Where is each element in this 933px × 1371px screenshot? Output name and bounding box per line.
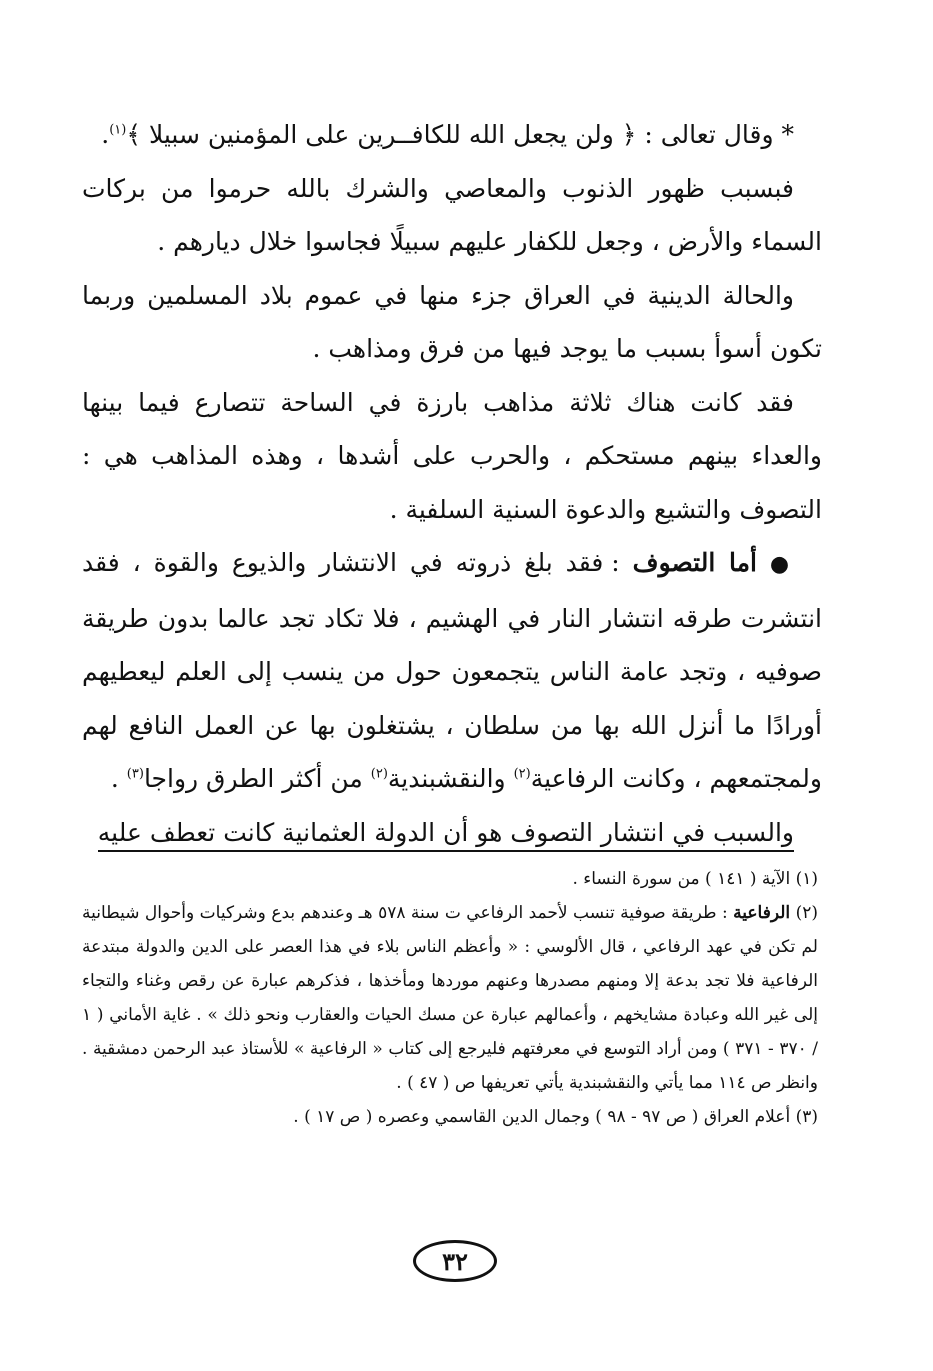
footnote-1: (١) الآية ( ١٤١ ) من سورة النساء . (572, 869, 818, 889)
footnote-ref: (١) (109, 122, 127, 138)
footnote-text: : طريقة صوفية تنسب لأحمد الرفاعي ت سنة ٥٧٨ هـ وعندهم بدع وشركيات وأحوال شيطانية لم تكن في عهد الرفاعي ، قال الألوسي : « وأعظم الناس بلاء في هذا العصر على الدين والدولة مبتدعة الرفاعية فلا تجد بدعة إلا ومنهم مصدرها وعنهم موردها ومأخذها ، فذكرهم عبارة عن رقص وغناء والتجاء إلى غير الله وعبادة مشايخهم ، وأعمالهم عبارة عن مسك الحيات والعقارب ونحو ذلك » . غاية الأماني ( ١ / ٣٧٠ - ٣٧١ ) ومن أراد التوسع في معرفتهم فليرجع إلى كتاب « الرفاعية » للأستاذ عبد الرحمن دمشقية . وانظر ص ١١٤ مما يأتي والنقشبندية يأتي تعريفها ص ( ٤٧ ) . (82, 903, 818, 1093)
verse-end: . (101, 120, 110, 149)
footnote-ref: (٢) (513, 766, 531, 782)
footnote-term: الرفاعية (733, 903, 791, 923)
main-text (82, 108, 822, 859)
bullet-icon: ● (769, 552, 794, 577)
paragraph-verse (82, 108, 822, 162)
paragraph-text: والنقشبندية (387, 764, 514, 793)
paragraph: فقد كانت هناك ثلاثة مذاهب بارزة في الساحة تتصارع فيما بينها والعداء بينهم مستحكم ، والحرب على أشدها ، وهذه المذاهب هي : التصوف والتشيع والدعوة السنية السلفية . (82, 387, 822, 524)
paragraph: والحالة الدينية في العراق جزء منها في عموم بلاد المسلمين وربما تكون أسوأ بسبب ما يوجد فيها من فرق ومذاهب . (82, 280, 822, 363)
page-number: ٣٢ (442, 1246, 468, 1276)
paragraph-last (82, 806, 822, 860)
paragraph-text: من أكثر الطرق رواجا (143, 764, 371, 793)
page-number-badge (413, 1240, 497, 1282)
footnote-ref: (٢) (370, 766, 388, 782)
verse-text: * وقال تعالى : ﴿ ولن يجعل الله للكافــرين على المؤمنين سبيلا ﴾ (126, 120, 794, 149)
paragraph-text: : فقد بلغ ذروته في الانتشار والذيوع والقوة ، فقد انتشرت طرقه انتشار النار في الهشيم ، فلا تكاد تجد عالما بدون طريقة صوفيه ، وتجد عامة الناس يتجمعون حول من ينسب إلى العلم ليعطيهم أورادًا ما أنزل الله بها من سلطان ، يشتغلون بها عن العمل النافع لهم ولمجتمعهم ، وكانت الرفاعية (82, 548, 822, 793)
paragraph: فبسبب ظهور الذنوب والمعاصي والشرك بالله حرموا من بركات السماء والأرض ، وجعل للكفار عليهم سبيلًا فجاسوا خلال ديارهم . (82, 173, 822, 256)
footnote-ref: (٣) (126, 766, 144, 782)
paragraph-sufism (82, 536, 822, 806)
footnote-2 (82, 896, 818, 1100)
footnote-3: (٣) أعلام العراق ( ص ٩٧ - ٩٨ ) وجمال الدين القاسمي وعصره ( ص ١٧ ) . (293, 1107, 818, 1127)
footnote-number: (٢) (795, 903, 818, 923)
paragraph-text: والسبب في انتشار التصوف هو أن الدولة العثمانية كانت تعطف عليه (98, 818, 794, 852)
section-heading: أما التصوف (632, 548, 757, 577)
footnotes-section (82, 862, 818, 1134)
paragraph-end: . (110, 764, 127, 793)
